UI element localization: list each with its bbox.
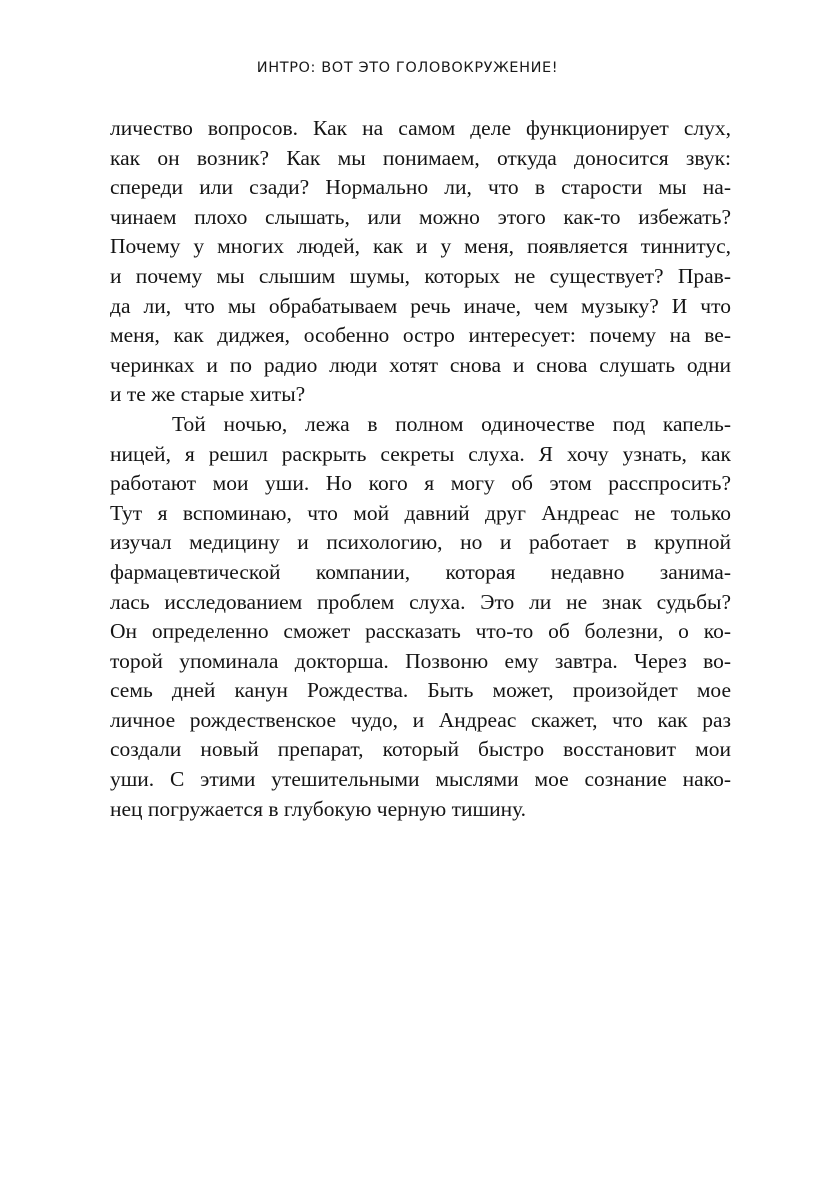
text-line: изучал медицину и психологию, но и работает в крупной bbox=[110, 530, 731, 555]
text-line: Той ночью, лежа в полном одиночестве под капель- bbox=[172, 411, 731, 436]
text-line: уши. С этими утешительными мыслями мое сознание нако- bbox=[110, 767, 731, 792]
text-line: Тут я вспоминаю, что мой давний друг Андреас не только bbox=[110, 500, 731, 525]
text-line: создали новый препарат, который быстро восстановит мои bbox=[110, 737, 731, 762]
text-line: ницей, я решил раскрыть секреты слуха. Я хочу узнать, как bbox=[110, 441, 731, 466]
running-head: ИНТРО: ВОТ ЭТО ГОЛОВОКРУЖЕНИЕ! bbox=[256, 60, 559, 76]
text-line: спереди или сзади? Нормально ли, что в старости мы на- bbox=[110, 175, 731, 200]
text-line: фармацевтической компании, которая недавно занима- bbox=[110, 559, 731, 584]
text-line: личество вопросов. Как на самом деле функционирует слух, bbox=[110, 116, 731, 140]
text-line: личное рождественское чудо, и Андреас скажет, что как раз bbox=[110, 707, 731, 732]
text-line: и почему мы слышим шумы, которых не существует? Прав- bbox=[110, 263, 731, 288]
text-line: семь дней канун Рождества. Быть может, произойдет мое bbox=[110, 678, 731, 703]
text-line: и те же старые хиты? bbox=[110, 382, 306, 407]
text-line: чинаем плохо слышать, или можно этого как-то избежать? bbox=[110, 204, 731, 229]
text-line: торой упоминала докторша. Позвоню ему завтра. Через во- bbox=[110, 648, 731, 673]
text-line: нец погружается в глубокую черную тишину. bbox=[110, 796, 527, 821]
text-line: черинках и по радио люди хотят снова и снова слушать одни bbox=[110, 352, 731, 377]
text-line: работают мои уши. Но кого я могу об этом расспросить? bbox=[110, 471, 731, 496]
text-line: Почему у многих людей, как и у меня, появляется тиннитус, bbox=[110, 234, 731, 259]
text-line: Он определенно сможет рассказать что-то об болезни, о ко- bbox=[110, 619, 731, 644]
text-line: меня, как диджея, особенно остро интересует: почему на ве- bbox=[110, 323, 731, 348]
text-line: да ли, что мы обрабатываем речь иначе, чем музыку? И что bbox=[110, 293, 731, 318]
text-line: как он возник? Как мы понимаем, откуда доносится звук: bbox=[110, 145, 731, 170]
text-line: лась исследованием проблем слуха. Это ли не знак судьбы? bbox=[110, 589, 731, 614]
paragraph-1 bbox=[110, 114, 731, 410]
paragraph-2 bbox=[110, 410, 731, 824]
body-text bbox=[110, 114, 731, 824]
